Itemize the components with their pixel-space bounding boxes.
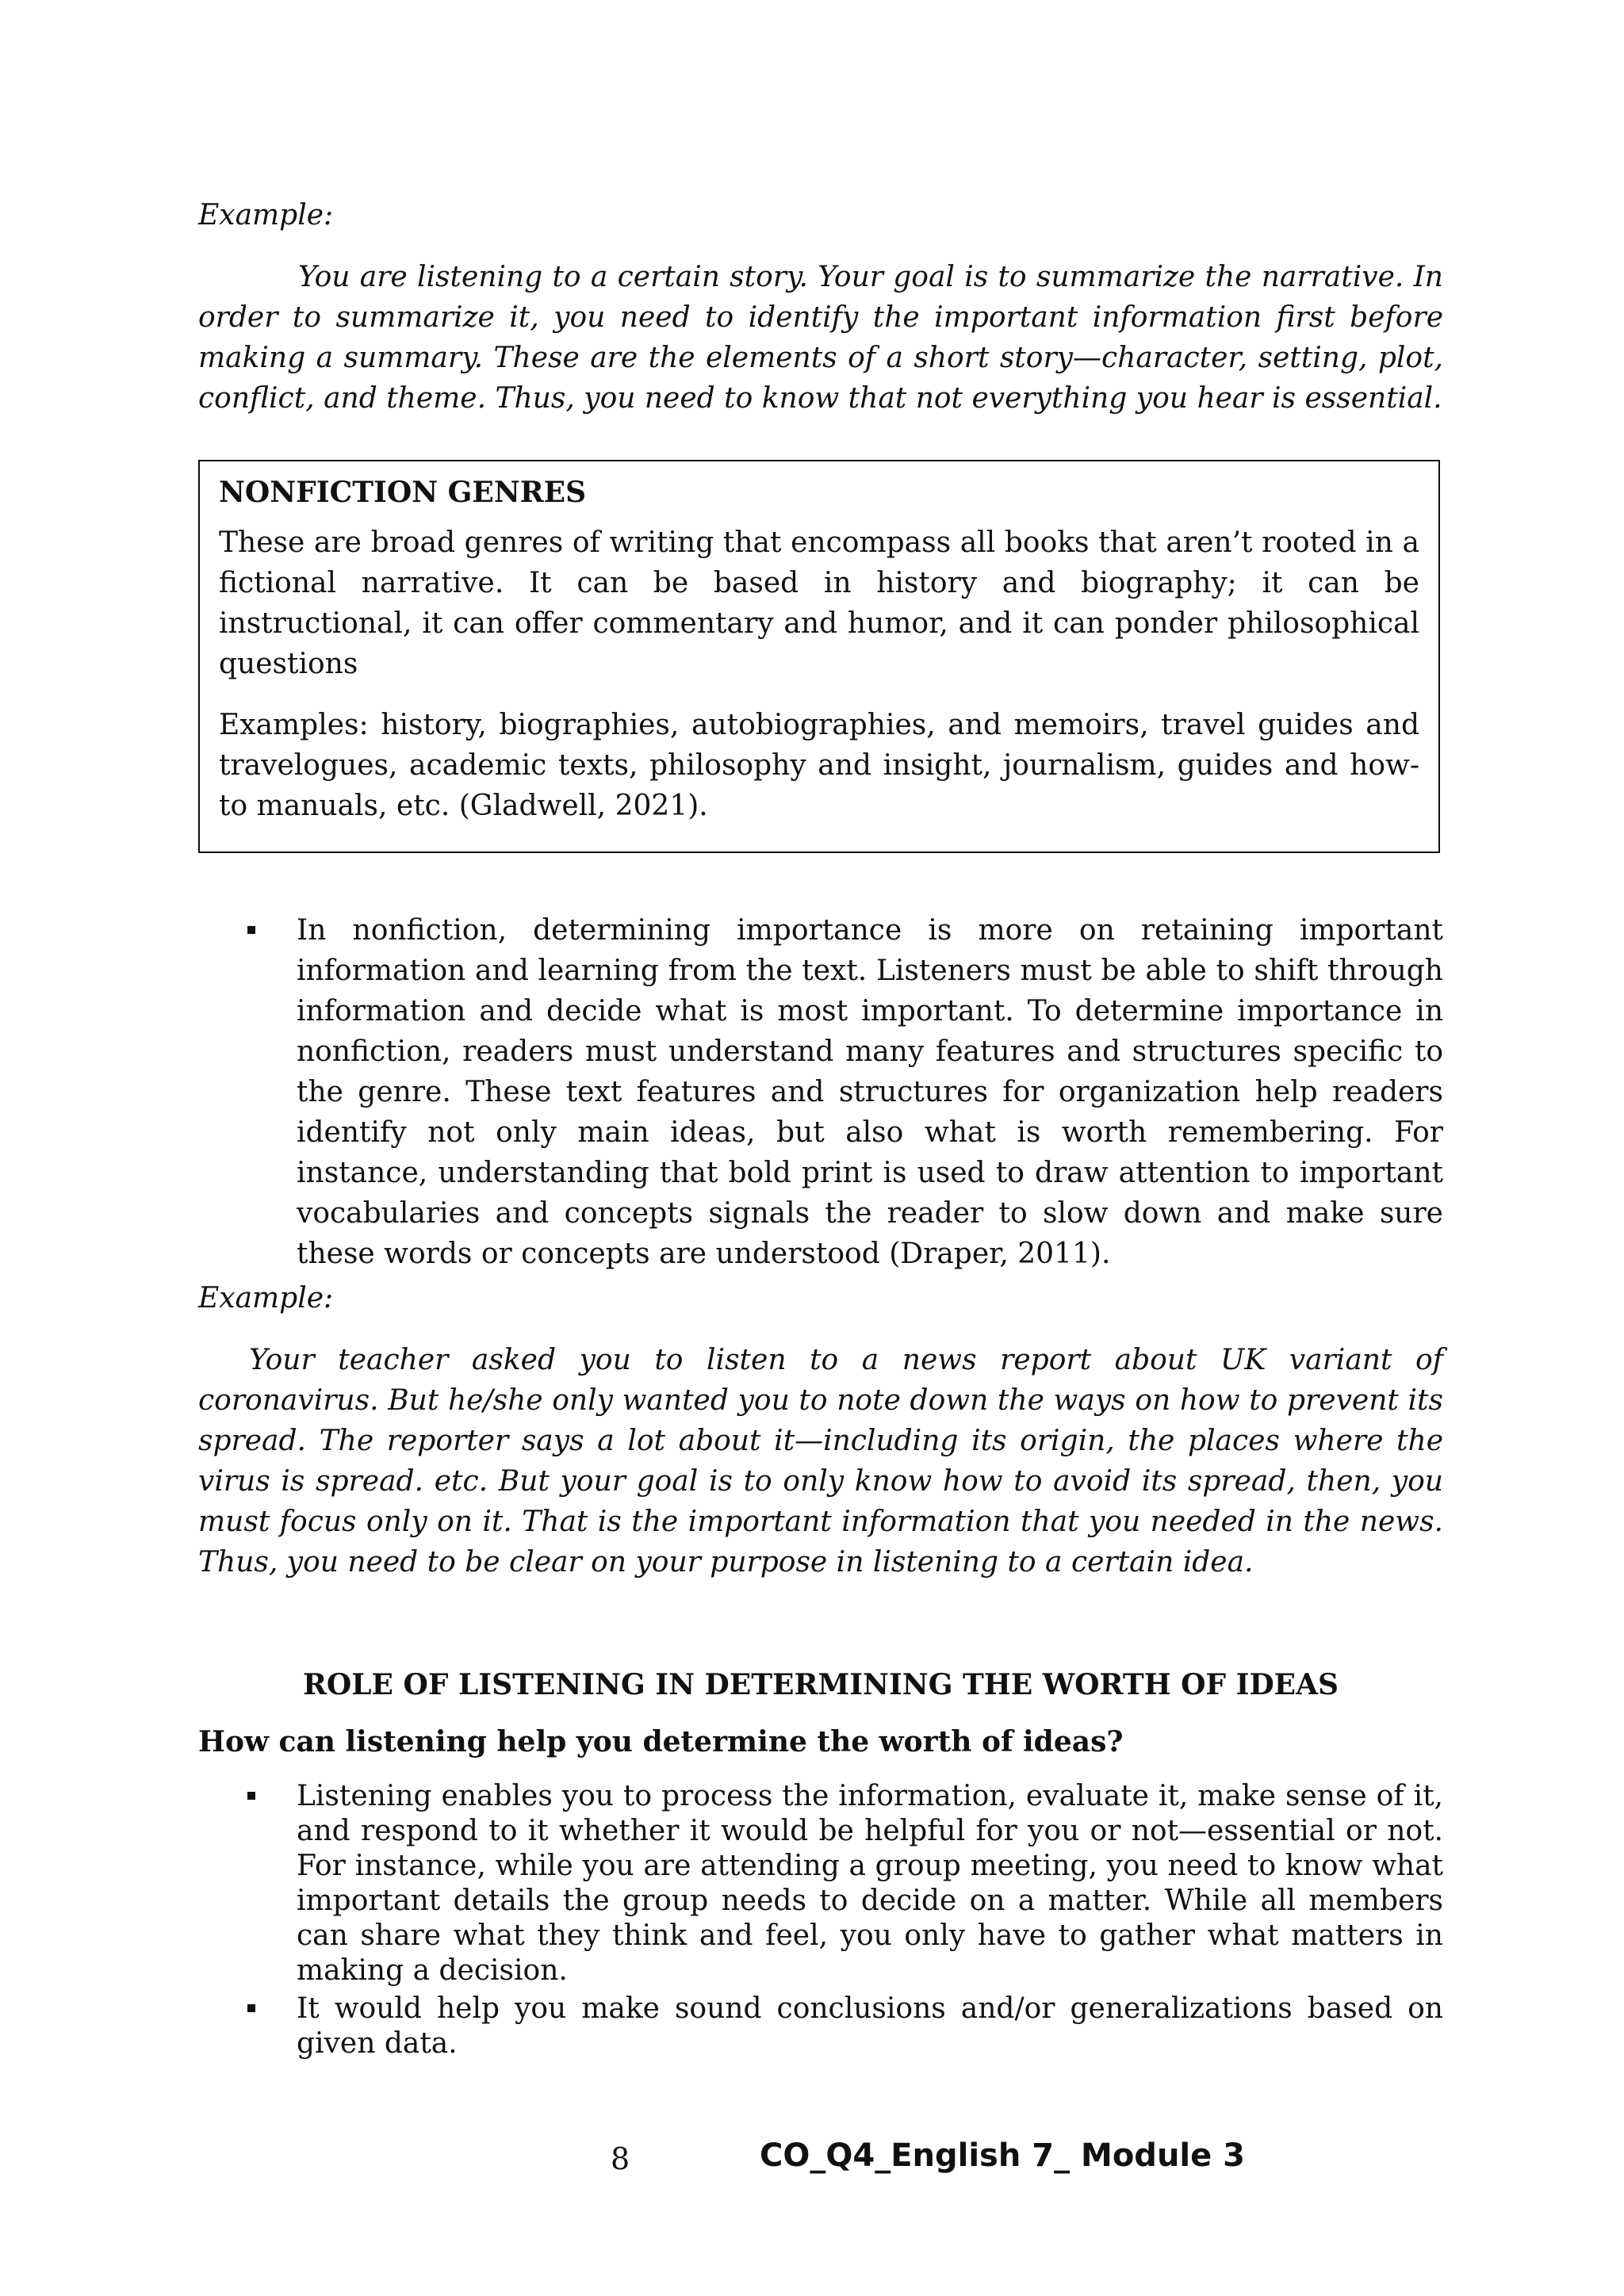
example-paragraph: Your teacher asked you to listen to a news report about UK variant of coronavirus. But he/she only wanted you to note down the ways on how to prevent its spread. The reporter says a lot about it—including its origin, the places where the virus is spread. etc. But your goal is to only know how to avoid its spread, then, you must focus only on it. That is the important information that you needed in the news. Thus, you need to be clear on your purpose in listening to a certain idea. xyxy=(198,1344,1443,1578)
bullet-icon xyxy=(247,2004,255,2012)
example-label: Example: xyxy=(198,1282,334,1314)
nonfiction-genres-box xyxy=(198,460,1440,853)
example-paragraph: You are listening to a certain story. Your goal is to summarize the narrative. In order to summarize it, you need to identify the important information first before making a summary. These are the elements of a short story—character, setting, plot, conflict, and theme. Thus, you need to know that not everything you hear is essential. xyxy=(198,261,1443,415)
box-definition: These are broad genres of writing that encompass all books that aren’t rooted in a fictional narrative. It can be based in history and biography; it can be instructional, it can offer commentary and humor, and it can ponder philosophical questions xyxy=(219,526,1419,680)
bullet-icon xyxy=(247,1792,255,1800)
bullet-icon xyxy=(247,926,255,934)
bullet-text: It would help you make sound conclusions and/or generalizations based on given data. xyxy=(297,1992,1443,2060)
section-question: How can listening help you determine the worth of ideas? xyxy=(198,1725,1124,1758)
document-page xyxy=(198,0,1443,2296)
example-label: Example: xyxy=(198,199,334,232)
module-code: CO_Q4_English 7_ Module 3 xyxy=(760,2137,1246,2174)
section-heading: ROLE OF LISTENING IN DETERMINING THE WORTH OF IDEAS xyxy=(302,1668,1339,1701)
page-number: 8 xyxy=(611,2141,630,2176)
bullet-text: Listening enables you to process the information, evaluate it, make sense of it, and respond to it whether it would be helpful for you or not—essential or not. For instance, while you are attending a group meeting, you need to know what important details the group needs to decide on a matter. While all members can share what they think and feel, you only have to gather what matters in making a decision. xyxy=(297,1780,1443,1987)
box-title: NONFICTION GENRES xyxy=(219,476,587,509)
box-examples: Examples: history, biographies, autobiographies, and memoirs, travel guides and travelogues, academic texts, philosophy and insight, journalism, guides and how-to manuals, etc. (Gladwell, 2021). xyxy=(219,709,1419,822)
bullet-text: In nonfiction, determining importance is more on retaining important information and learning from the text. Listeners must be able to shift through information and decide what is most important. To determine importance in nonfiction, readers must understand many features and structures specific to the genre. These text features and structures for organization help readers identify not only main ideas, but also what is worth remembering. For instance, understanding that bold print is used to draw attention to important vocabularies and concepts signals the reader to slow down and make sure these words or concepts are understood (Draper, 2011). xyxy=(297,914,1443,1270)
